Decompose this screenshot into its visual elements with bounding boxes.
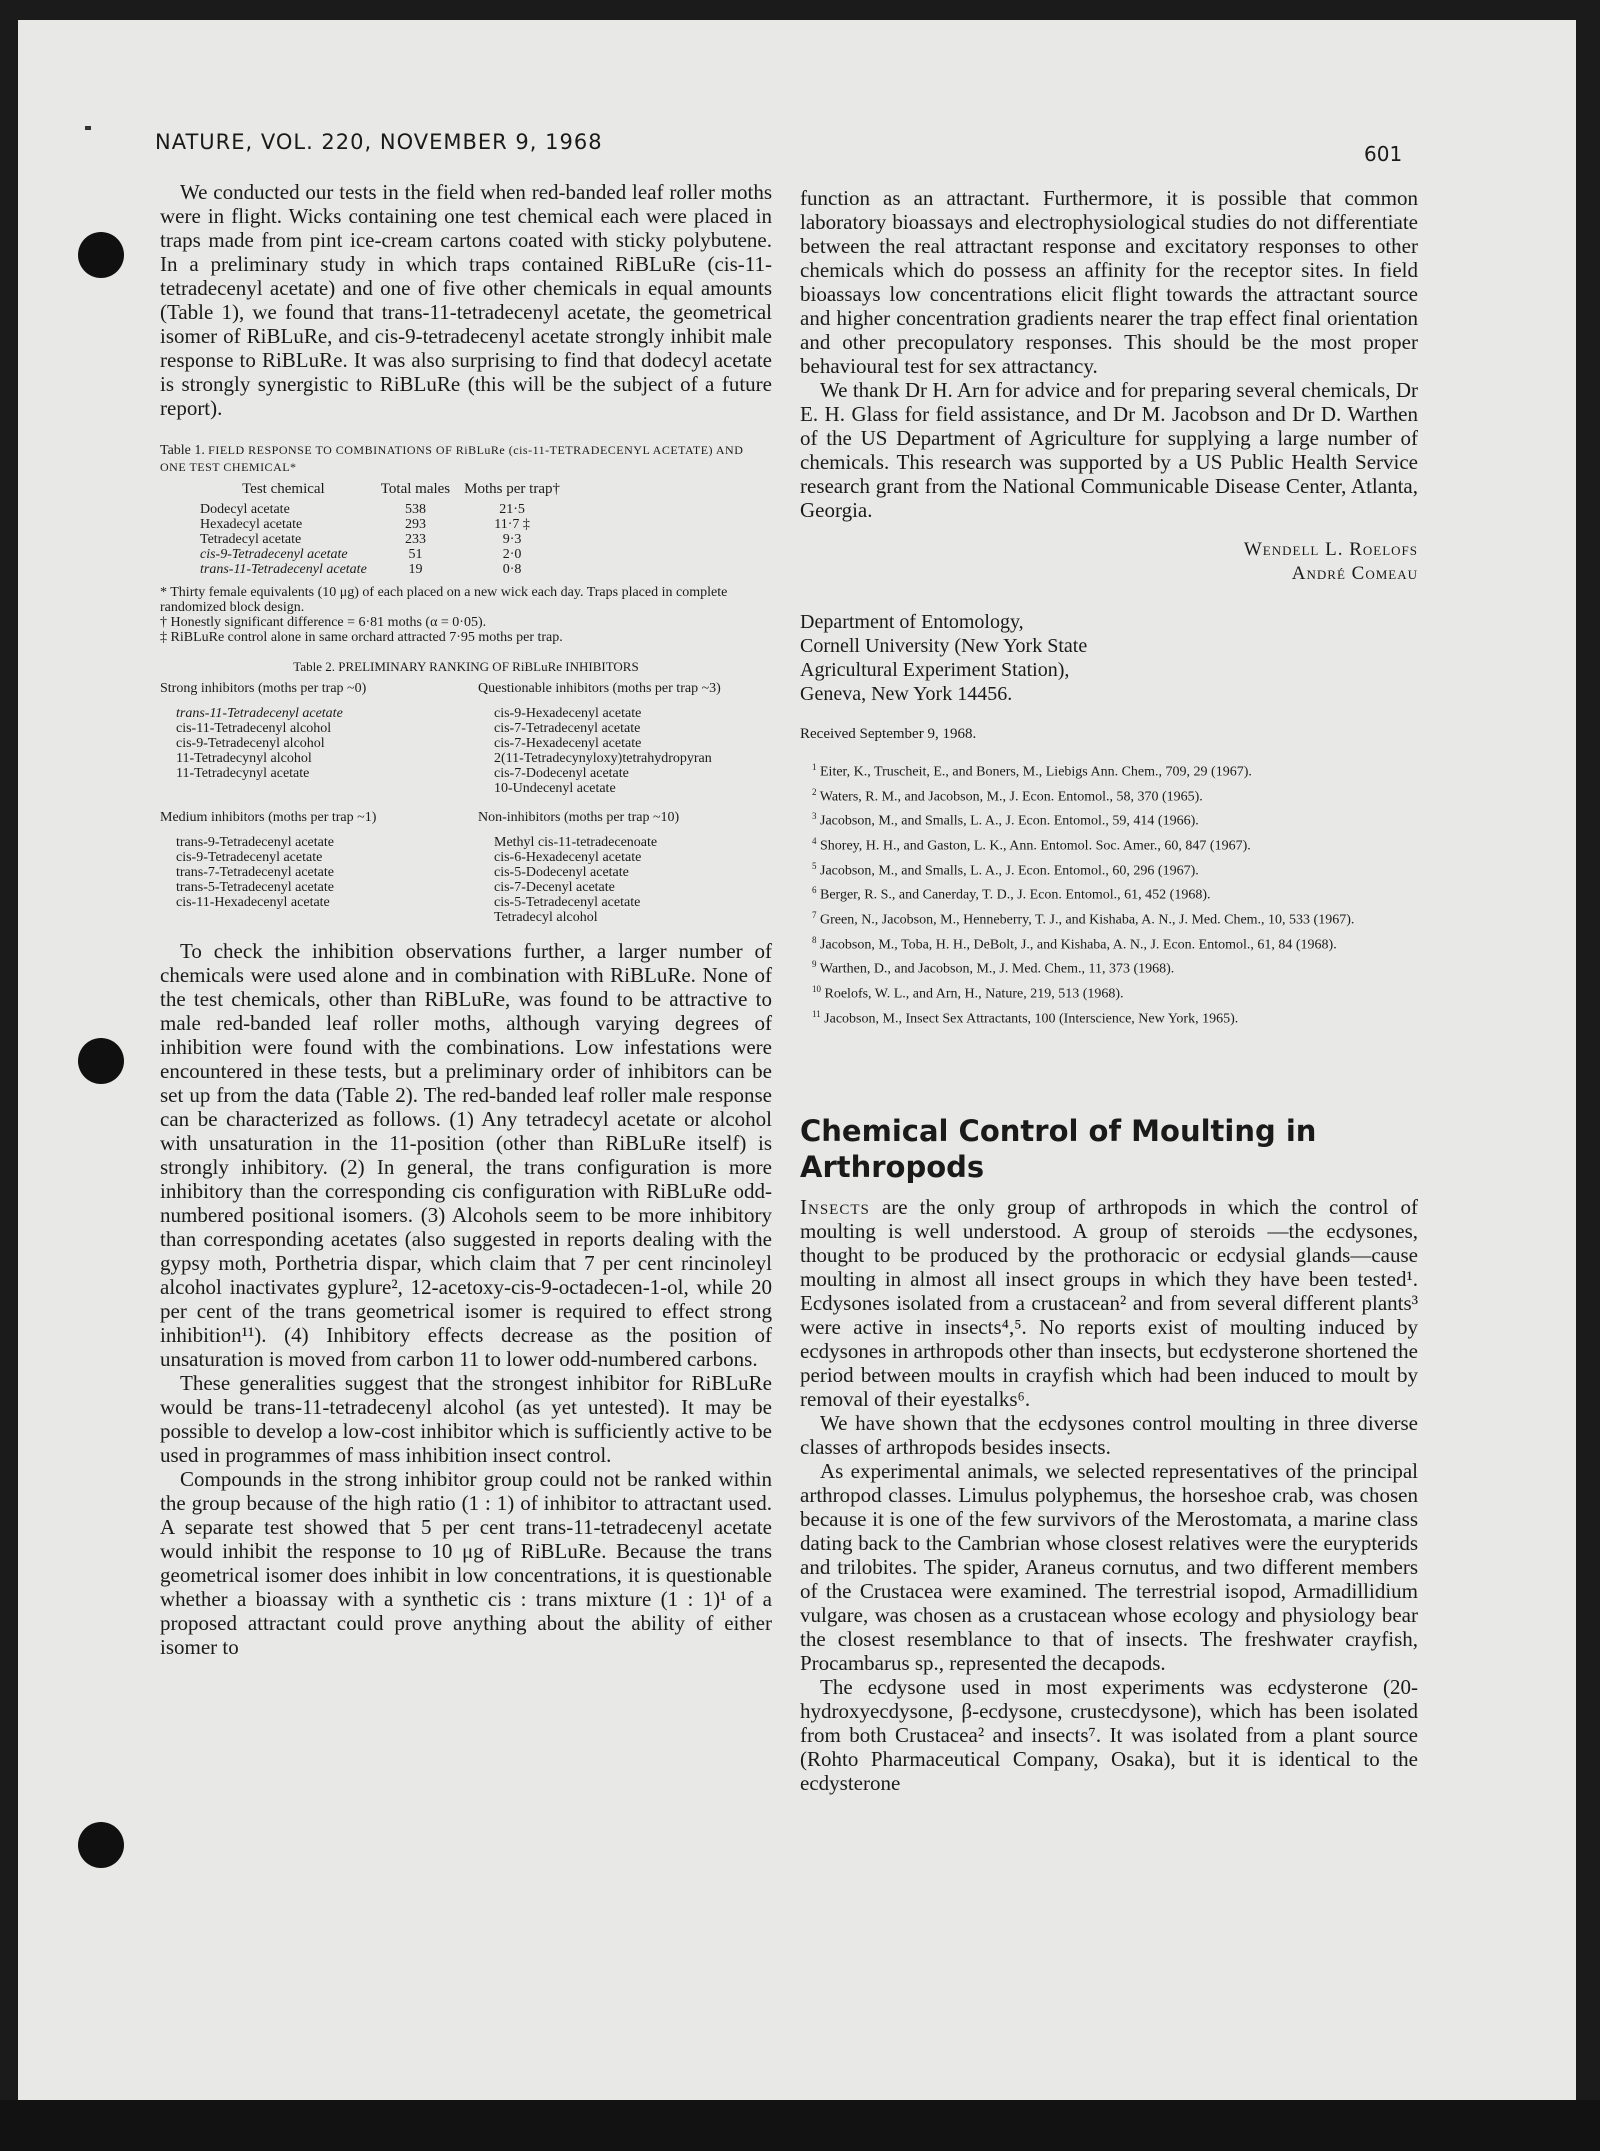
table2-caption: Table 2. PRELIMINARY RANKING OF RiBLuRe INHIBITORS [293, 659, 639, 674]
table-row: Tetradecyl acetate 233 9·3 [200, 532, 522, 547]
reference-item: $^9$ Warthen, D., and Jacobson, M., J. Med. Chem., 11, 373 (1968). [812, 959, 1175, 977]
reference-item: $^{10}$ Roelofs, W. L., and Arn, H., Nature, 219, 513 (1968). [812, 983, 1124, 1002]
reference-item: $^{11}$ Jacobson, M., Insect Sex Attractants, 100 (Interscience, New York, 1965). [812, 1008, 1239, 1027]
paragraph: To check the inhibition observations further, a larger number of chemicals were used alone and in combination with RiBLuRe. None of the test chemicals, other than RiBLuRe, was found to be attractive to male red-banded leaf roller moths, although varying degrees of inhibition were found with the combinations. Low infestations were encountered in these tests, but a preliminary order of inhibitors can be set up from the data (Table 2). The red-banded leaf roller male response can be characterized as follows. (1) Any tetradecyl acetate or alcohol with unsaturation in the 11-position (other than RiBLuRe itself) is strongly inhibitory. (2) In general, the trans configuration is more inhibitory than the corresponding cis configuration with RiBLuRe odd-numbered positional isomers. (3) Alcohols seem to be more inhibitory than corresponding acetates (also suggested in reports dealing with the gypsy moth, Porthetria dispar, which claim that 7 per cent rincinoleyl alcohol inactivates gyplure², 12-acetoxy-cis-9-octadecen-1-ol, while 20 per cent of the trans geometrical isomer is required to effect strong inhibition¹¹). (4) Inhibitory effects decrease as the position of unsaturation is moved from carbon 11 to lower odd-numbered carbons. [160, 939, 772, 1371]
paragraph: function as an attractant. Furthermore, it is possible that common laboratory bioassays and electrophysiological studies do not differentiate between the real attractant response and excitatory responses to other chemicals which do possess an affinity for the receptor sites. In field bioassays low concentrations elicit flight towards the attractant source and higher concentration gradients nearer the trap effect final orientation and other precopulatory responses. This should be the most proper behavioural test for sex attractancy. [800, 186, 1418, 378]
table-row: Dodecyl acetate 538 21·5 [200, 502, 525, 517]
scan-mark [85, 126, 91, 130]
reference-item: $^3$ Jacobson, M., and Smalls, L. A., J. Econ. Entomol., 59, 414 (1966). [812, 811, 1199, 829]
reference-item: $^1$ Eiter, K., Truscheit, E., and Boners, M., Liebigs Ann. Chem., 709, 29 (1967). [812, 762, 1252, 780]
received-date: Received September 9, 1968. [800, 726, 977, 742]
punch-hole-middle [78, 1038, 124, 1084]
reference-item: $^2$ Waters, R. M., and Jacobson, M., J. Econ. Entomol., 58, 370 (1965). [812, 786, 1203, 805]
non-inhibitors: Non-inhibitors (moths per trap ~10) Methyl cis-11-tetradecenoate cis-6-Hexadecenyl acetate cis-5-Dodecenyl acetate cis-7-Decenyl acetate cis-5-Tetradecenyl acetate Tetradecyl alcohol [478, 810, 680, 925]
paragraph: The ecdysone used in most experiments was ecdysterone (20-hydroxyecdysone, β-ecdysone, crustecdysone), which has been isolated from both Crustacea² and insects⁷. It was isolated from a plant source (Rohto Pharmaceutical Company, Osaka), but it is identical to the ecdysterone [800, 1675, 1418, 1796]
running-header: NATURE, VOL. 220, NOVEMBER 9, 1968 [155, 130, 603, 154]
author-address: Department of Entomology, Cornell University (New York State Agricultural Experiment Station), Geneva, New York 14456. [800, 611, 1088, 705]
paragraph: These generalities suggest that the strongest inhibitor for RiBLuRe would be trans-11-tetradecenyl alcohol (as yet untested). It may be possible to develop a low-cost inhibitor which is sufficiently active to be used in programmes of mass inhibition insect control. [160, 1371, 772, 1467]
scan-border [0, 2100, 1600, 2151]
table-row: Hexadecyl acetate 293 11·7 ‡ [200, 517, 530, 532]
reference-item: $^7$ Green, N., Jacobson, M., Henneberry, T. J., and Kishaba, A. N., J. Med. Chem., 10, 533 (1967). [812, 909, 1355, 928]
punch-hole-bottom [78, 1822, 124, 1868]
table1-notes: * Thirty female equivalents (10 μg) of each placed on a new wick each day. Traps placed in complete randomized block design. † Honestly significant difference = 6·81 moths (α = 0·05). ‡ RiBLuRe control alone in same orchard attracted 7·95 moths per trap. [160, 585, 728, 645]
strong-inhibitors: Strong inhibitors (moths per trap ~0) trans-11-Tetradecenyl acetate cis-11-Tetradecenyl alcohol cis-9-Tetradecenyl alcohol 11-Tetradecynyl alcohol 11-Tetradecynyl acetate [160, 681, 367, 781]
author-signature: Wendell L. Roelofs André Comeau [1243, 539, 1418, 584]
table1: Test chemical Total males Moths per trap† Dodecyl acetate 538 21·5 Hexadecyl acetate 293 11·7 ‡ Tetradecyl acetate 233 9·3 cis-9-Tetradecenyl acetate 51 2·0 trans-11-Tetradecenyl acetate 19 0·8 [200, 481, 574, 577]
lead-word: Insects [800, 1195, 870, 1220]
article-headline: Chemical Control of Moulting in Arthropods [800, 1114, 1317, 1185]
reference-item: $^8$ Jacobson, M., Toba, H. H., DeBolt, J., and Kishaba, A. N., J. Econ. Entomol., 61, 84 (1968). [812, 934, 1337, 953]
paragraph: We thank Dr H. Arn for advice and for preparing several chemicals, Dr E. H. Glass for field assistance, and Dr M. Jacobson and Dr D. Warthen of the US Department of Agriculture for supplying a large number of chemicals. This research was supported by a US Public Health Service research grant from the National Communicable Disease Center, Atlanta, Georgia. [800, 378, 1418, 522]
reference-item: $^4$ Shorey, H. H., and Gaston, L. K., Ann. Entomol. Soc. Amer., 60, 847 (1967). [812, 835, 1251, 854]
paragraph: Insects are the only group of arthropods in which the control of moulting is well understood. A group of steroids —the ecdysones, thought to be produced by the prothoracic or ecdysial glands—cause moulting in almost all insect groups in which they have been tested¹. Ecdysones isolated from a crustacean² and from several different plants³ were active in insects⁴,⁵. No reports exist of moulting induced by ecdysones in arthropods other than insects, but ecdysterone shortened the period between moults in crayfish which had been induced to moult by removal of their eyestalks⁶. [800, 1195, 1419, 1412]
reference-list [800, 759, 1418, 1027]
paragraph: Compounds in the strong inhibitor group could not be ranked within the group because of the high ratio (1 : 1) of inhibitor to attractant used. A separate test showed that 5 per cent trans-11-tetradecenyl acetate would inhibit the response to 10 μg of RiBLuRe. Because the trans geometrical isomer does inhibit in low concentrations, it is questionable whether a bioassay with a synthetic cis : trans mixture (1 : 1)¹ of a proposed attractant could prove anything about the ability of either isomer to [160, 1467, 772, 1659]
questionable-inhibitors: Questionable inhibitors (moths per trap ~3) cis-9-Hexadecenyl acetate cis-7-Tetradecenyl acetate cis-7-Hexadecenyl acetate 2(11-Tetradecynyloxy)tetrahydropyran cis-7-Dodecenyl acetate 10-Undecenyl acetate [478, 681, 721, 796]
table1-caption: Table 1. FIELD RESPONSE TO COMBINATIONS OF RiBLuRe (cis-11-TETRADECENYL ACETATE) AND ONE TEST CHEMICAL* [160, 443, 744, 474]
page-number: 601 [1364, 142, 1403, 166]
paragraph: We have shown that the ecdysones control moulting in three diverse classes of arthropods besides insects. [800, 1411, 1418, 1460]
left-column [160, 180, 772, 1659]
reference-item: $^6$ Berger, R. S., and Canerday, T. D., J. Econ. Entomol., 61, 452 (1968). [812, 885, 1211, 903]
table2 [160, 681, 772, 939]
bracket-mark: ‡ [522, 517, 530, 532]
right-column [800, 186, 1418, 1795]
paragraph: We conducted our tests in the field when red-banded leaf roller moths were in flight. Wicks containing one test chemical each were placed in traps made from pint ice-cream cartons coated with sticky polybutene. In a preliminary study in which traps contained RiBLuRe (cis-11-tetradecenyl acetate) and one of five other chemicals in equal amounts (Table 1), we found that trans-11-tetradecenyl acetate, the geometrical isomer of RiBLuRe, and cis-9-tetradecenyl acetate strongly inhibit male response to RiBLuRe. It was also surprising to find that dodecyl acetate is strongly synergistic to RiBLuRe (this will be the subject of a future report). [160, 180, 772, 420]
paragraph: As experimental animals, we selected representatives of the principal arthropod classes. Limulus polyphemus, the horseshoe crab, was chosen because it is one of the few survivors of the Merostomata, a marine class dating back to the Cambrian whose closest relatives were the eurypterids and trilobites. The spider, Araneus cornutus, and two different members of the Crustacea were examined. The terrestrial isopod, Armadillidium vulgare, was chosen as a crustacean whose ecology and physiology bear the closest resemblance to that of insects. The freshwater crayfish, Procambarus sp., represented the decapods. [800, 1459, 1418, 1676]
table-row: trans-11-Tetradecenyl acetate 19 0·8 [200, 562, 522, 577]
table-row: cis-9-Tetradecenyl acetate 51 2·0 [200, 547, 522, 562]
punch-hole-top [78, 232, 124, 278]
medium-inhibitors: Medium inhibitors (moths per trap ~1) trans-9-Tetradecenyl acetate cis-9-Tetradecenyl acetate trans-7-Tetradecenyl acetate trans-5-Tetradecenyl acetate cis-11-Hexadecenyl acetate [160, 810, 377, 910]
reference-item: $^5$ Jacobson, M., and Smalls, L. A., J. Econ. Entomol., 60, 296 (1967). [812, 860, 1199, 879]
